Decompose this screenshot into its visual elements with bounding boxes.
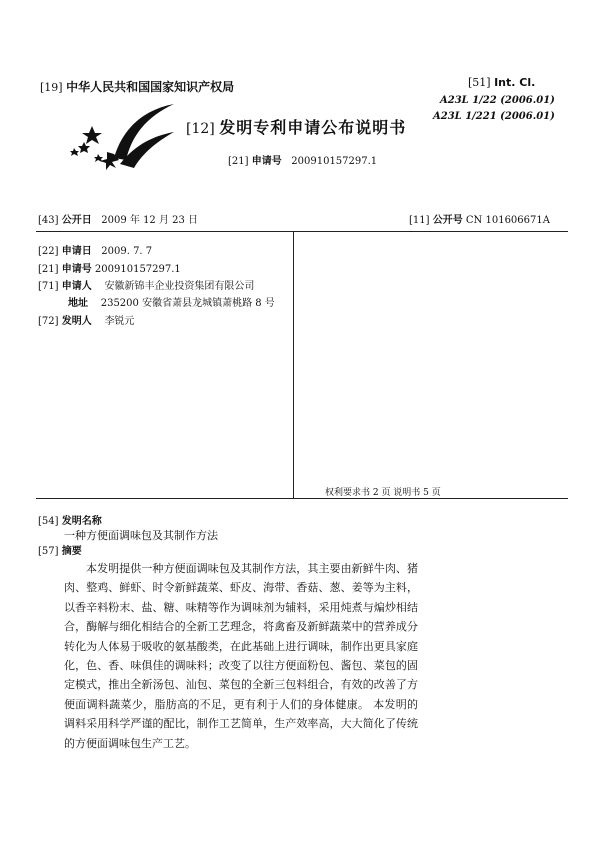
int-cl-label: Int. Cl.: [494, 76, 536, 89]
address: 235200 安徽省萧县龙城镇萧桃路 8 号: [100, 298, 275, 309]
app-number: 200910157297.1: [94, 264, 181, 275]
invention-name: 一种方便面调味包及其制作方法: [64, 529, 218, 542]
ipc-classification-1: A23L 1/22 (2006.01): [440, 95, 555, 106]
inventor-name: 李锐元: [104, 316, 135, 327]
code-72: [72]: [38, 316, 59, 327]
code-51: [51]: [468, 76, 491, 89]
inventor-label: 发明人: [61, 316, 92, 327]
document-title: 发明专利申请公布说明书: [219, 118, 407, 137]
abstract-text: 本发明提供一种方便面调味包及其制作方法，其主要由新鲜牛肉、猪肉、整鸡、鲜虾、时令新鲜蔬菜、虾皮、海带、香菇、葱、姜等为主料，以香辛料粉末、盐、糖、味精等作为调味剂为辅料，采用炖煮与煸炒相结合，酶解与细化相结合的全新工艺理念，将禽畜及新鲜蔬菜中的营养成分转化为人体易于吸收的氨基酸类，在此基础上进行调味，制作出更具家庭化，色、香、味俱佳的调味料；改变了以往方便面粉包、酱包、菜包的固定模式，推出全新汤包、汕包、菜包的全新三包料组合，有效的改善了方便面调料蔬菜少，脂肪高的不足，更有利于人们的身体健康。 本发明的调料采用科学严谨的配比，制作工艺简单，生产效率高，大大简化了传统的方便面调味包生产工艺。: [64, 562, 418, 750]
divider-vertical: [293, 231, 294, 499]
page-count-note: 权利要求书 2 页 说明书 5 页: [325, 488, 441, 498]
address-label: 地址: [68, 298, 88, 309]
invention-name-label: 发明名称: [61, 516, 102, 527]
filing-date-label: 申请日: [61, 246, 92, 257]
publication-number: CN 101606671A: [465, 215, 550, 226]
code-22: [22]: [38, 246, 59, 257]
code-57: [57]: [38, 546, 59, 557]
app-number-label: 申请号: [61, 264, 92, 275]
code-54: [54]: [38, 516, 59, 527]
code-11: [11]: [409, 215, 430, 226]
divider-bottom: [36, 498, 568, 499]
code-21-header: [21]: [228, 156, 249, 167]
publication-date: 2009 年 12 月 23 日: [101, 215, 199, 226]
abstract-label: 摘要: [61, 546, 82, 557]
application-number: 200910157297.1: [291, 156, 378, 167]
code-19: [19]: [40, 81, 63, 94]
code-71: [71]: [38, 281, 59, 292]
code-21: [21]: [38, 264, 59, 275]
ipc-classification-2: A23L 1/221 (2006.01): [433, 111, 555, 122]
publication-number-label: 公开号: [432, 215, 463, 226]
patent-office-name: 中华人民共和国国家知识产权局: [66, 80, 235, 94]
code-12: [12]: [186, 121, 215, 137]
applicant-label: 申请人: [61, 281, 92, 292]
code-43: [43]: [38, 215, 59, 226]
divider-top: [36, 231, 568, 232]
applicant-name: 安徽新锦丰企业投资集团有限公司: [104, 281, 255, 292]
application-number-label: 申请号: [251, 156, 282, 167]
publication-date-label: 公开日: [61, 215, 92, 226]
filing-date: 2009. 7. 7: [101, 246, 153, 257]
sipo-emblem-logo: [62, 100, 177, 180]
